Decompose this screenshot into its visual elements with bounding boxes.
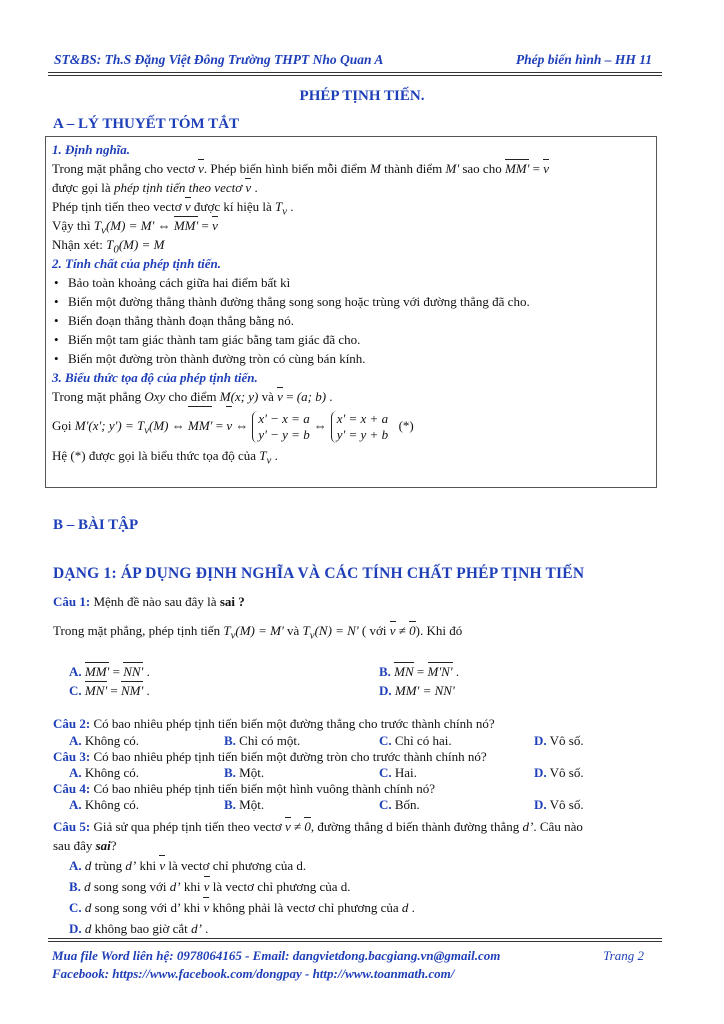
- coordinates-formula: Gọi M'(x'; $y') = T_v(M)$ ⇔ MM' = v ⇔ x' − x = a y' − y = b⇔ x' = x + a y' = y + b (*): [52, 406, 650, 446]
- q3-option-a[interactable]: A. Không có.: [69, 764, 140, 780]
- definition-heading: 1. Định nghĩa.: [52, 142, 131, 157]
- question-5-line-2: sau đây sai?: [53, 837, 117, 853]
- property-item: • Bảo toàn khoảng cách giữa hai điểm bất kì: [52, 273, 650, 292]
- q1-option-d[interactable]: D. MM' = NN': [379, 682, 455, 698]
- q3-option-b[interactable]: B. Một.: [224, 764, 265, 780]
- q1-option-c[interactable]: C. MN' = NM' .: [69, 682, 150, 698]
- property-item: • Biến một đường thẳng thành đường thẳng song song hoặc trùng với đường thẳng đã cho.: [52, 292, 650, 311]
- property-item: • Biến một tam giác thành tam giác bằng tam giác đã cho.: [52, 330, 650, 349]
- definition-line-3: Phép tịnh tiến theo vectơ v được kí hiệu là $T_v$ .: [52, 199, 294, 218]
- property-item: • Biến đoạn thẳng thành đoạn thẳng bằng nó.: [52, 311, 650, 330]
- question-2: Câu 2: Có bao nhiêu phép tịnh tiến biến một đường thẳng cho trước thành chính nó?: [53, 715, 495, 731]
- header-rule-thin: [48, 75, 662, 76]
- page-title: PHÉP TỊNH TIẾN.: [299, 88, 425, 104]
- question-4-options: [69, 797, 663, 813]
- properties-heading: 2. Tính chất của phép tịnh tiến.: [52, 256, 222, 271]
- q5-option-c[interactable]: C. d song song với d’ khi v không phải là vectơ chỉ phương của d .: [53, 897, 663, 918]
- question-1-options-row-1: [69, 662, 663, 681]
- footer-rule: [48, 938, 662, 939]
- remark-line: Nhận xét: $T_0(M) = M$: [52, 237, 165, 256]
- header-rule: [48, 72, 662, 73]
- property-item: • Biến một đường tròn thành đường tròn có cùng bán kính.: [52, 349, 650, 368]
- theory-box: [45, 136, 657, 488]
- q5-option-a[interactable]: A. d trùng d’ khi v là vectơ chỉ phương của d.: [53, 855, 663, 876]
- q2-option-b[interactable]: B. Chỉ có một.: [224, 732, 301, 748]
- question-3: Câu 3: Có bao nhiêu phép tịnh tiến biến một đường tròn cho trước thành chính nó?: [53, 748, 487, 764]
- question-1-statement: Trong mặt phẳng, phép tịnh tiến $T_v(M) = M'$ và $T_v(N) = N'$ ( với v ≠ 0). Khi đó: [53, 623, 463, 642]
- section-a-heading: A – LÝ THUYẾT TÓM TẮT: [53, 116, 240, 132]
- coordinates-line-3: Hệ (*) được gọi là biểu thức tọa độ của $T_v$ .: [52, 448, 278, 467]
- q3-option-c[interactable]: C. Hai.: [379, 764, 417, 780]
- coordinates-line-1: Trong mặt phẳng Oxy cho điểm M(x; y) và v = (a; b) .: [52, 389, 333, 404]
- section-b-heading: B – BÀI TẬP: [53, 517, 139, 533]
- question-1-options-row-2: [69, 681, 663, 700]
- q1-option-a[interactable]: A. MM' = NN' .: [69, 663, 150, 679]
- q1-option-b[interactable]: B. MN = M'N' .: [379, 663, 460, 679]
- page-number: Trang 2: [603, 948, 644, 963]
- question-5: Câu 5: Giả sử qua phép tịnh tiến theo vectơ v ≠ 0, đường thẳng d biến thành đường thẳng d’. Câu nào: [53, 818, 583, 834]
- footer-links[interactable]: Facebook: https://www.facebook.com/dongpay - http://www.toanmath.com/: [52, 966, 455, 981]
- q2-option-c[interactable]: C. Chỉ có hai.: [379, 732, 452, 748]
- header-topic: Phép biến hình – HH 11: [515, 52, 652, 67]
- q3-option-d[interactable]: D. Vô số.: [534, 764, 584, 780]
- question-1: Câu 1: Mệnh đề nào sau đây là sai ?: [53, 594, 245, 609]
- q2-option-a[interactable]: A. Không có.: [69, 732, 140, 748]
- q4-option-d[interactable]: D. Vô số.: [534, 796, 584, 812]
- page-header: [48, 50, 662, 78]
- q5-option-d[interactable]: D. d không bao giờ cắt d’ .: [69, 920, 209, 936]
- definition-line-2: được gọi là phép tịnh tiến theo vectơ v .: [52, 180, 258, 195]
- q4-option-a[interactable]: A. Không có.: [69, 796, 140, 812]
- question-list: [53, 592, 663, 939]
- type-1-heading: DẠNG 1: ÁP DỤNG ĐỊNH NGHĨA VÀ CÁC TÍNH CHẤT PHÉP TỊNH TIẾN: [53, 565, 585, 582]
- question-4: Câu 4: Có bao nhiêu phép tịnh tiến biến một hình vuông thành chính nó?: [53, 780, 436, 796]
- q5-option-b[interactable]: B. d song song với d’ khi v là vectơ chỉ phương của d.: [53, 876, 663, 897]
- q4-option-b[interactable]: B. Một.: [224, 796, 265, 812]
- question-3-options: [69, 765, 663, 781]
- header-author: ST&BS: Th.S Đặng Việt Đông Trường THPT Nho Quan A: [54, 52, 384, 67]
- definition-line-4: Vậy thì $T_v(M) = M'$ ⇔ MM' = v: [52, 218, 218, 237]
- definition-line-1: Trong mặt phẳng cho vectơ v. Phép biến hình biến mỗi điểm M thành điểm M' sao cho MM' = v: [52, 161, 550, 176]
- q2-option-d[interactable]: D. Vô số.: [534, 732, 584, 748]
- footer-rule-thin: [48, 941, 662, 942]
- footer-contact[interactable]: Mua file Word liên hệ: 0978064165 - Email: dangvietdong.bacgiang.vn@gmail.com: [52, 948, 501, 963]
- question-2-options: [69, 733, 663, 749]
- coordinates-heading: 3. Biểu thức tọa độ của phép tịnh tiến.: [52, 370, 258, 385]
- q4-option-c[interactable]: C. Bốn.: [379, 796, 420, 812]
